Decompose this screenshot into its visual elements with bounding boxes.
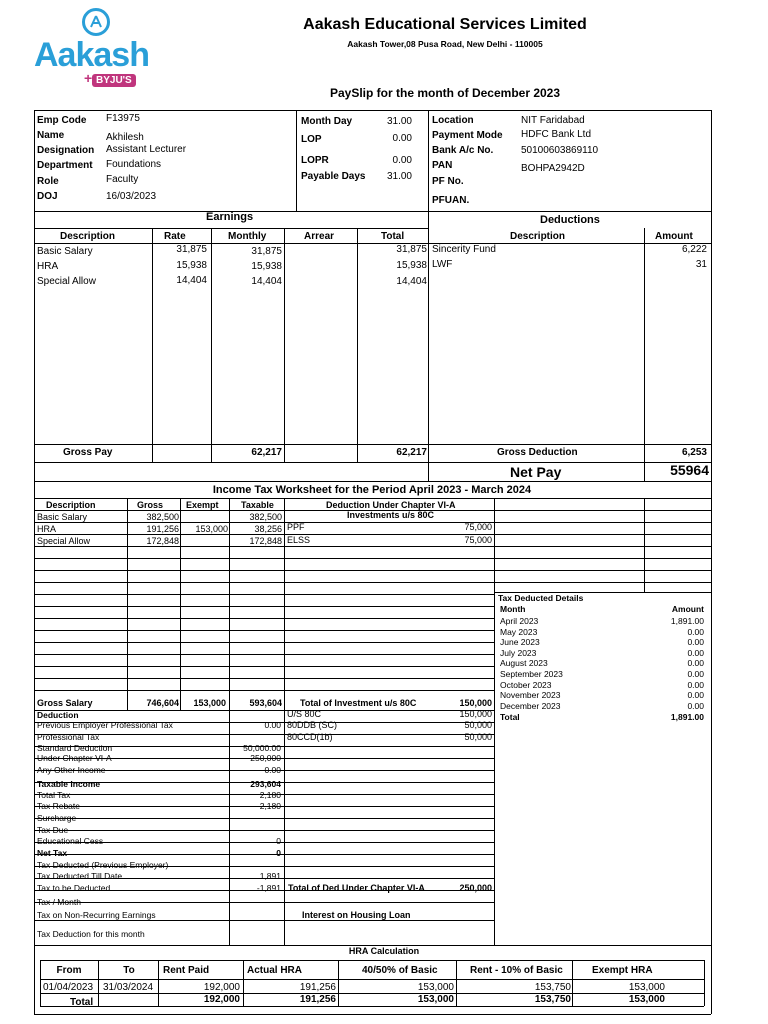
rule-line <box>572 960 573 1006</box>
hra-col-actual-hra: Actual HRA <box>247 965 303 976</box>
rule-line <box>494 498 495 945</box>
rule-line <box>34 211 711 212</box>
rule-line <box>711 110 712 1014</box>
rule-line <box>494 582 711 583</box>
rule-line <box>34 710 494 711</box>
rule-line <box>34 818 494 819</box>
rule-line <box>40 979 704 980</box>
hra-col-from: From <box>56 965 82 976</box>
tax-calc-label: Tax Deduction for this month <box>37 929 145 939</box>
tax-deducted-month: June 2023 <box>500 637 540 648</box>
section-amount: 50,000 <box>464 720 492 730</box>
lopr-label: LOPR <box>301 155 329 166</box>
payable-days: 31.00 <box>386 171 412 182</box>
hra-exempt: 153,000 <box>628 982 665 993</box>
emp-name: Akhilesh <box>106 132 144 143</box>
tax-calc-value: 250,000 <box>250 753 281 763</box>
tax-col-description: Description <box>46 500 96 510</box>
location-label: Location <box>432 115 474 126</box>
earn-row-monthly: 31,875 <box>251 246 282 257</box>
earn-row-total: 14,404 <box>396 276 427 287</box>
doj: 16/03/2023 <box>106 191 157 202</box>
tax-deducted-month: July 2023 <box>500 647 537 658</box>
rule-line <box>40 960 41 1006</box>
tax-col-exempt: Exempt <box>186 500 219 510</box>
emp-code: F13975 <box>106 113 140 124</box>
tax-calc-label: Tax on Non-Recurring Earnings <box>37 910 156 920</box>
rule-line <box>34 830 494 831</box>
tax-deducted-month: August 2023 <box>500 658 548 669</box>
tax-calc-value: 0.00 <box>264 765 281 775</box>
tax-row-gross: 172,848 <box>146 536 179 546</box>
tax-deducted-col-amount: Amount <box>671 604 704 614</box>
rule-line <box>494 510 711 511</box>
section-amount: 150,000 <box>459 709 492 719</box>
rule-line <box>704 960 705 1006</box>
rule-line <box>494 546 711 547</box>
tax-calc-label: Taxable Income <box>37 779 101 789</box>
tax-calc-label: Tax Deducted Till Date <box>37 871 123 881</box>
hra-rent-minus-basic: 153,750 <box>534 982 571 993</box>
ded-col-description: Description <box>510 231 566 242</box>
tax-deducted-month: September 2023 <box>500 669 563 679</box>
investments-heading: Investments u/s 80C <box>347 510 435 520</box>
earn-row-desc: HRA <box>37 261 59 272</box>
ded-row-amount: 31 <box>695 259 707 270</box>
hra-from: 01/04/2023 <box>43 982 94 993</box>
designation-label: Designation <box>37 145 95 156</box>
name-label: Name <box>37 130 65 141</box>
rule-line <box>428 211 429 481</box>
tax-calc-value: 0.00 <box>264 720 281 730</box>
tax-calc-value: 293,604 <box>250 779 281 789</box>
tax-row-taxable: 172,848 <box>249 536 282 546</box>
logo-sub-badge: BYJU'S <box>92 74 136 87</box>
earn-row-desc: Special Allow <box>37 276 96 287</box>
net-pay: 55964 <box>670 462 709 478</box>
rule-line <box>494 558 711 559</box>
tax-calc-label: Tax / Month <box>37 897 81 907</box>
total-investment-label: Total of Investment u/s 80C <box>300 698 417 708</box>
earnings-heading: Earnings <box>206 211 254 223</box>
gross-pay-monthly: 62,217 <box>251 447 282 458</box>
tax-deducted-heading: Tax Deducted Details <box>498 593 584 603</box>
tax-deducted-amount: 1,891.00 <box>670 616 704 626</box>
tax-calc-value: 0 <box>276 836 281 846</box>
rule-line <box>34 654 494 655</box>
total-investment: 150,000 <box>459 698 492 708</box>
tax-calc-label: Under Chapter VI-A <box>37 753 112 763</box>
lop-label: LOP <box>301 134 322 145</box>
rule-line <box>34 666 494 667</box>
rule-line <box>40 960 704 961</box>
hra-col-to: To <box>123 965 135 976</box>
earn-row-monthly: 14,404 <box>251 276 282 287</box>
hra-to: 31/03/2024 <box>103 982 154 993</box>
earn-row-rate: 15,938 <box>176 260 207 271</box>
earn-row-rate: 31,875 <box>176 244 207 255</box>
rule-line <box>34 498 711 499</box>
earn-row-desc: Basic Salary <box>37 246 93 257</box>
month-day: 31.00 <box>386 116 412 127</box>
rule-line <box>338 960 339 1006</box>
earn-col-arrear: Arrear <box>304 231 335 242</box>
rule-line <box>296 110 297 211</box>
rule-line <box>34 462 711 463</box>
rule-line <box>34 920 494 921</box>
department: Foundations <box>106 159 162 170</box>
tax-calc-label: Deduction <box>37 710 79 720</box>
tax-calc-value: 2,180 <box>259 801 281 811</box>
rule-line <box>34 618 494 619</box>
rule-line <box>158 960 159 1006</box>
rule-line <box>40 1006 704 1007</box>
rule-line <box>34 582 494 583</box>
tax-calc-value: -1,891 <box>256 883 281 893</box>
doj-label: DOJ <box>37 191 58 202</box>
section-name: 80CCD(1b) <box>287 732 333 742</box>
rule-line <box>494 522 711 523</box>
tax-row-taxable: 38,256 <box>254 524 282 534</box>
hra-col-rent-minus-basic: Rent - 10% of Basic <box>470 965 563 976</box>
department-label: Department <box>37 160 93 171</box>
rule-line <box>494 570 711 571</box>
rule-line <box>34 902 494 903</box>
earn-col-total: Total <box>381 231 405 242</box>
tax-calc-label: Tax Due <box>37 825 69 835</box>
tax-calc-label: Total Tax <box>37 790 71 800</box>
pfuan-label: PFUAN. <box>432 195 470 206</box>
investment-amount: 75,000 <box>464 535 492 545</box>
role: Faculty <box>106 174 139 185</box>
tax-calc-label: Educational Cess <box>37 836 104 846</box>
tax-deducted-amount: 0.00 <box>687 690 704 701</box>
earn-row-monthly: 15,938 <box>251 261 282 272</box>
hra-total-actual: 191,256 <box>299 994 336 1005</box>
role-label: Role <box>37 176 59 187</box>
total-ded-label: Total of Ded Under Chapter VI-A <box>288 883 425 893</box>
hra-col-basic-percent: 40/50% of Basic <box>362 965 438 976</box>
rule-line <box>34 444 711 445</box>
gross-deduction: 6,253 <box>681 447 707 458</box>
rule-line <box>494 534 711 535</box>
tax-col-taxable: Taxable <box>241 500 274 510</box>
chapter-heading: Deduction Under Chapter VI-A <box>326 500 456 510</box>
tax-deducted-total-label: Total <box>500 712 520 722</box>
tax-calc-value: 2,180 <box>259 790 281 800</box>
tax-deducted-month: December 2023 <box>500 700 561 711</box>
total-ded: 250,000 <box>459 883 492 893</box>
rule-line <box>34 110 711 111</box>
location: NIT Faridabad <box>521 115 585 126</box>
rule-line <box>34 630 494 631</box>
tax-row-desc: Basic Salary <box>37 512 88 522</box>
tax-calc-label: Tax to be Deducted <box>37 883 111 893</box>
company-logo <box>34 8 184 88</box>
lopr: 0.00 <box>392 155 412 166</box>
gross-salary-gross: 746,604 <box>146 698 179 708</box>
tax-deducted-amount: 0.00 <box>687 637 704 648</box>
hra-rent-paid: 192,000 <box>203 982 240 993</box>
earn-row-rate: 14,404 <box>176 275 207 286</box>
hra-col-exempt-hra: Exempt HRA <box>592 965 653 976</box>
earn-col-description: Description <box>60 231 116 242</box>
gross-pay-total: 62,217 <box>396 447 427 458</box>
tax-heading: Income Tax Worksheet for the Period April 2023 - March 2024 <box>212 484 532 496</box>
gross-salary-label: Gross Salary <box>37 698 93 708</box>
payment-mode-label: Payment Mode <box>432 130 503 141</box>
tax-row-taxable: 382,500 <box>249 512 282 522</box>
logo-emblem-icon <box>82 8 110 36</box>
hra-total-rent-minus-basic: 153,750 <box>534 994 571 1005</box>
tax-deducted-amount: 0.00 <box>687 658 704 669</box>
section-name: U/S 80C <box>287 709 322 719</box>
company-address: Aakash Tower,08 Pusa Road, New Delhi - 110005 <box>347 39 543 49</box>
bank-ac-label: Bank A/c No. <box>432 145 494 156</box>
pan-label: PAN <box>432 160 453 171</box>
earn-row-total: 31,875 <box>396 244 427 255</box>
hra-total-rent-paid: 192,000 <box>203 994 240 1005</box>
rule-line <box>98 960 99 1006</box>
tax-deducted-amount: 0.00 <box>687 647 704 658</box>
rule-line <box>284 228 285 462</box>
month-day-label: Month Day <box>301 116 353 127</box>
payslip-title: PaySlip for the month of December 2023 <box>329 86 561 100</box>
hra-total-exempt: 153,000 <box>628 994 665 1005</box>
tax-calc-value: 1,891 <box>259 871 281 881</box>
rule-line <box>34 1014 711 1015</box>
emp-code-label: Emp Code <box>37 115 87 126</box>
rule-line <box>34 690 494 691</box>
tax-deducted-month: October 2023 <box>500 679 552 690</box>
ded-row-desc: Sincerity Fund <box>432 244 496 255</box>
tax-calc-value: 50,000.00 <box>243 743 281 753</box>
hra-actual: 191,256 <box>299 982 336 993</box>
gross-deduction-label: Gross Deduction <box>497 447 578 458</box>
tax-row-desc: Special Allow <box>37 536 91 546</box>
investment-amount: 75,000 <box>464 522 492 532</box>
tax-calc-label: Surcharge <box>37 813 77 823</box>
tax-deducted-amount: 0.00 <box>687 669 704 679</box>
rule-line <box>644 498 645 592</box>
tax-calc-label: Any Other Income <box>37 765 106 775</box>
tax-deducted-amount: 0.00 <box>687 679 704 690</box>
tax-calc-value: 0 <box>276 848 281 858</box>
gross-salary-taxable: 593,604 <box>249 698 282 708</box>
tax-row-gross: 191,256 <box>146 524 179 534</box>
deductions-heading: Deductions <box>540 214 600 226</box>
rule-line <box>34 228 428 229</box>
rule-line <box>34 558 494 559</box>
gross-pay-label: Gross Pay <box>63 447 113 458</box>
logo-plus-icon: + <box>84 70 93 86</box>
tax-row-exempt: 153,000 <box>195 524 228 534</box>
section-amount: 50,000 <box>464 732 492 742</box>
investment-name: ELSS <box>287 535 311 545</box>
rule-line <box>34 594 494 595</box>
housing-loan-label: Interest on Housing Loan <box>302 910 411 920</box>
earn-row-total: 15,938 <box>396 260 427 271</box>
tax-calc-label: Standard Deduction <box>37 743 113 753</box>
company-name: Aakash Educational Services Limited <box>303 16 587 33</box>
rule-line <box>428 110 429 211</box>
hra-total-label: Total <box>70 997 94 1008</box>
logo-wordmark: Aakash <box>34 36 149 74</box>
designation: Assistant Lecturer <box>106 144 187 155</box>
tax-deducted-col-month: Month <box>500 604 526 614</box>
earn-col-rate: Rate <box>164 231 186 242</box>
tax-col-gross: Gross <box>137 500 164 510</box>
rule-line <box>34 734 494 735</box>
ded-row-amount: 6,222 <box>681 244 707 255</box>
tax-calc-label: Net Tax <box>37 848 68 858</box>
pf-no-label: PF No. <box>432 176 464 187</box>
tax-calc-label: Professional Tax <box>37 732 100 742</box>
net-pay-label: Net Pay <box>510 464 562 480</box>
hra-basic-percent: 153,000 <box>417 982 454 993</box>
rule-line <box>34 481 711 482</box>
investment-name: PPF <box>287 522 305 532</box>
tax-deducted-amount: 0.00 <box>687 700 704 711</box>
rule-line <box>357 228 358 462</box>
gross-salary-exempt: 153,000 <box>193 698 226 708</box>
bank-ac: 50100603869110 <box>521 145 599 156</box>
hra-col-rent-paid: Rent Paid <box>163 965 210 976</box>
ded-col-amount: Amount <box>655 231 693 242</box>
rule-line <box>34 678 494 679</box>
rule-line <box>456 960 457 1006</box>
tax-deducted-amount: 0.00 <box>687 626 704 637</box>
tax-deducted-month: November 2023 <box>500 690 561 701</box>
rule-line <box>34 570 494 571</box>
pan: BOHPA2942D <box>521 163 585 174</box>
tax-calc-label: Previous Employer Professional Tax <box>37 720 173 730</box>
tax-calc-label: Tax Deducted (Previous Employer) <box>37 860 169 870</box>
section-name: 80DDB (SC) <box>287 720 338 730</box>
rule-line <box>34 606 494 607</box>
hra-total-basic-percent: 153,000 <box>417 994 454 1005</box>
tax-row-desc: HRA <box>37 524 57 534</box>
tax-deducted-total: 1,891.00 <box>670 712 704 722</box>
rule-line <box>34 642 494 643</box>
tax-row-gross: 382,500 <box>146 512 179 522</box>
hra-heading: HRA Calculation <box>348 946 420 956</box>
tax-deducted-month: May 2023 <box>500 626 538 637</box>
payment-mode: HDFC Bank Ltd <box>521 129 592 140</box>
earn-col-monthly: Monthly <box>228 231 267 242</box>
ded-row-desc: LWF <box>432 259 453 270</box>
tax-calc-label: Tax Rebate <box>37 801 80 811</box>
tax-deducted-month: April 2023 <box>500 616 539 626</box>
payable-days-label: Payable Days <box>301 171 366 182</box>
lop: 0.00 <box>392 133 412 144</box>
